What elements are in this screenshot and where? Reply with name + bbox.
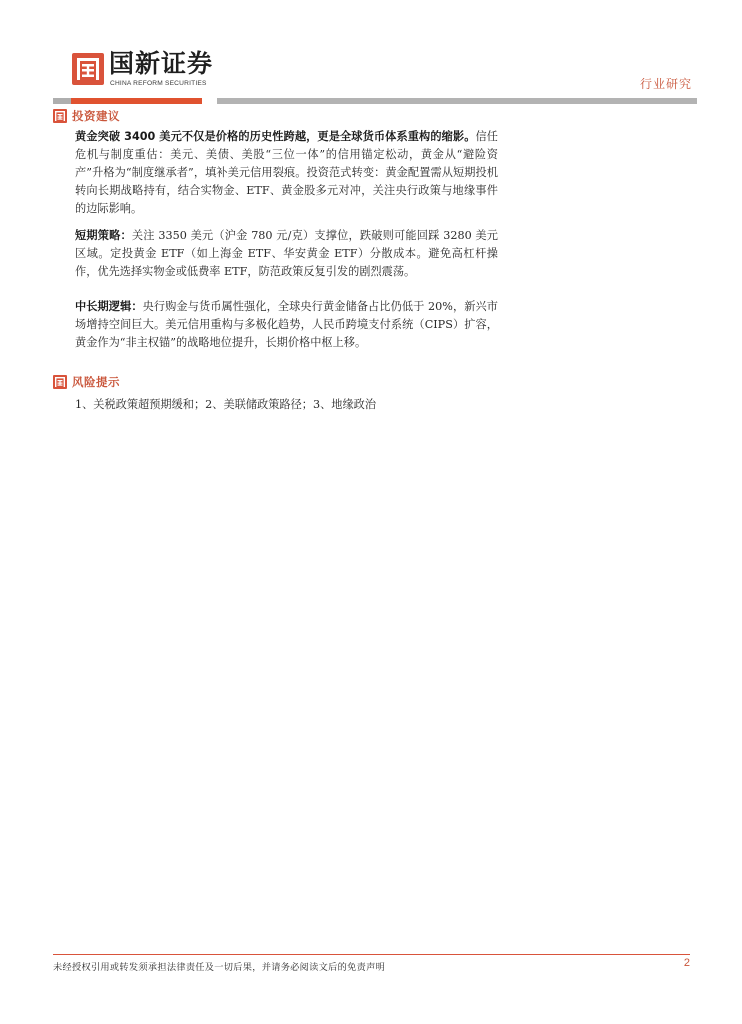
paragraph-lead: 黄金突破 3400 美元不仅是价格的历史性跨越，更是全球货币体系重构的缩影。 <box>75 130 476 143</box>
section-heading-risk <box>53 374 120 390</box>
paragraph-body: 央行购金与货币属性强化，全球央行黄金储备占比仍低于 20%，新兴市场增持空间巨大。美元信用重构与多极化趋势，人民币跨境支付系统（CIPS）扩容，黄金作为“非主权锚”的战略地位提升，长期价格中枢上移。 <box>75 300 498 349</box>
document-type-label: 行业研究 <box>639 77 692 91</box>
header-rule-gray-left <box>53 98 71 104</box>
section-bullet-icon <box>53 109 67 123</box>
section-title: 投资建议 <box>72 109 120 123</box>
section-heading-investment <box>53 108 120 124</box>
company-name-cn: 国新证券 <box>109 49 214 78</box>
paragraph-lead: 中长期逻辑： <box>75 300 143 313</box>
page-number: 2 <box>683 957 690 969</box>
company-logo-mark <box>72 53 104 85</box>
footer-disclaimer: 未经授权引用或转发须承担法律责任及一切后果，并请务必阅读文后的免责声明 <box>53 962 386 973</box>
header-rule-gray-right <box>217 98 697 104</box>
footer-rule <box>53 954 690 955</box>
paragraph-lead: 短期策略： <box>75 229 132 242</box>
paragraph-body: 信任危机与制度重估：美元、美债、美股“三位一体”的信用锚定松动，黄金从“避险资产”升格为“制度继承者”，填补美元信用裂痕。投资范式转变：黄金配置需从短期投机转向长期战略持有，结合实物金、ETF、黄金股多元对冲，关注央行政策与地缘事件的边际影响。 <box>75 130 498 215</box>
paragraph-body: 关注 3350 美元（沪金 780 元/克）支撑位，跌破则可能回踩 3280 美元区域。定投黄金 ETF（如上海金 ETF、华安黄金 ETF）分散成本。避免高杠杆操作，优先选择实物金或低费率 ETF，防范政策反复引发的剧烈震荡。 <box>75 229 498 278</box>
company-name-en: CHINA REFORM SECURITIES <box>110 80 207 87</box>
section-title: 风险提示 <box>72 375 120 389</box>
paragraph-overview <box>75 128 498 218</box>
paragraph-short-term <box>75 227 498 281</box>
header-rule-red <box>71 98 202 104</box>
risk-list: 1、关税政策超预期缓和；2、美联储政策路径；3、地缘政治 <box>75 398 377 411</box>
paragraph-long-term <box>75 298 498 352</box>
section-bullet-icon <box>53 375 67 389</box>
